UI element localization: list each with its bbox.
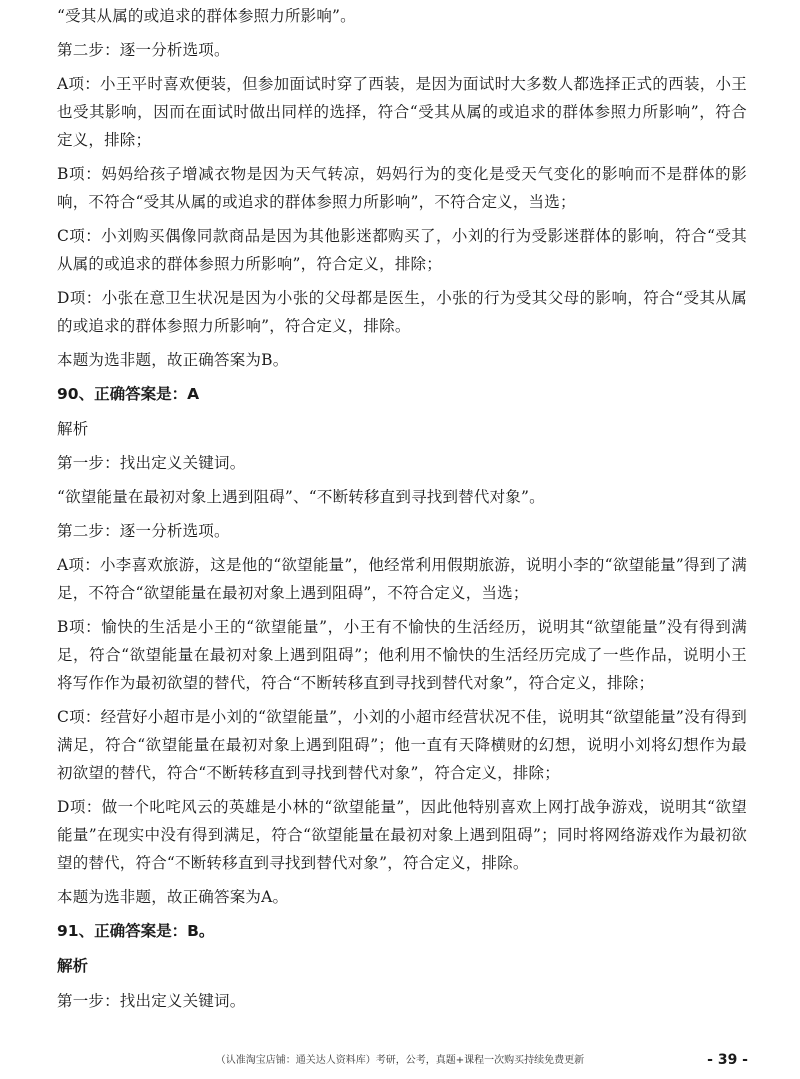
- paragraph-option-c: C项：经营好小超市是小刘的“欲望能量”，小刘的小超市经营状况不佳，说明其“欲望能量”没有得到满足，符合“欲望能量在最初对象上遇到阻碍”；他一直有天降横财的幻想，说明小刘将幻想作为最初欲望的替代，符合“不断转移直到寻找到替代对象”，符合定义，排除；: [57, 708, 747, 782]
- heading-question-90: 90、正确答案是：A: [57, 385, 200, 403]
- paragraph-option-a: A项：小李喜欢旅游，这是他的“欲望能量”，他经常利用假期旅游，说明小李的“欲望能量”得到了满足，不符合“欲望能量在最初对象上遇到阻碍”，不符合定义，当选；: [57, 556, 747, 602]
- paragraph-answer-90: 本题为选非题，故正确答案为A。: [57, 888, 289, 906]
- paragraph-step-two: 第二步：逐一分析选项。: [57, 522, 230, 540]
- paragraph-answer-89: 本题为选非题，故正确答案为B。: [57, 351, 289, 369]
- page-footer: [0, 1053, 800, 1073]
- paragraph-option-a: A项：小王平时喜欢便装，但参加面试时穿了西装，是因为面试时大多数人都选择正式的西装，小王也受其影响，因而在面试时做出同样的选择，符合“受其从属的或追求的群体参照力所影响”，符合定义，排除；: [57, 75, 747, 149]
- paragraph-option-b: B项：妈妈给孩子增减衣物是因为天气转凉，妈妈行为的变化是受天气变化的影响而不是群体的影响，不符合“受其从属的或追求的群体参照力所影响”，不符合定义，当选；: [57, 165, 747, 211]
- paragraph-option-c: C项：小刘购买偶像同款商品是因为其他影迷都购买了，小刘的行为受影迷群体的影响，符合“受其从属的或追求的群体参照力所影响”，符合定义，排除；: [57, 227, 747, 273]
- paragraph-definition-quote: “受其从属的或追求的群体参照力所影响”。: [57, 7, 356, 25]
- heading-analysis: 解析: [57, 957, 89, 975]
- paragraph-option-d: D项：小张在意卫生状况是因为小张的父母都是医生，小张的行为受其父母的影响，符合“受其从属的或追求的群体参照力所影响”，符合定义，排除。: [57, 289, 747, 335]
- paragraph-option-b: B项：愉快的生活是小王的“欲望能量”，小王有不愉快的生活经历，说明其“欲望能量”没有得到满足，符合“欲望能量在最初对象上遇到阻碍”；他利用不愉快的生活经历完成了一些作品，说明小王将写作作为最初欲望的替代，符合“不断转移直到寻找到替代对象”，符合定义，排除；: [57, 618, 747, 692]
- paragraph-option-d: D项：做一个叱咤风云的英雄是小林的“欲望能量”，因此他特别喜欢上网打战争游戏，说明其“欲望能量”在现实中没有得到满足，符合“欲望能量在最初对象上遇到阻碍”；同时将网络游戏作为最初欲望的替代，符合“不断转移直到寻找到替代对象”，符合定义，排除。: [57, 798, 747, 872]
- paragraph-step-one: 第一步：找出定义关键词。: [57, 454, 246, 472]
- page-number: - 39 -: [707, 1052, 748, 1068]
- paragraph-step-one: 第一步：找出定义关键词。: [57, 992, 246, 1010]
- heading-question-91: 91、正确答案是：B。: [57, 922, 215, 940]
- paragraph-analysis-label: 解析: [57, 420, 89, 438]
- paragraph-keywords: “欲望能量在最初对象上遇到阻碍”、“不断转移直到寻找到替代对象”。: [57, 488, 545, 506]
- page-content: [57, 2, 747, 1021]
- paragraph-step-two: 第二步：逐一分析选项。: [57, 41, 230, 59]
- footer-note: （认准淘宝店铺：通关达人资料库）考研，公考，真题+课程一次购买持续免费更新: [215, 1055, 585, 1066]
